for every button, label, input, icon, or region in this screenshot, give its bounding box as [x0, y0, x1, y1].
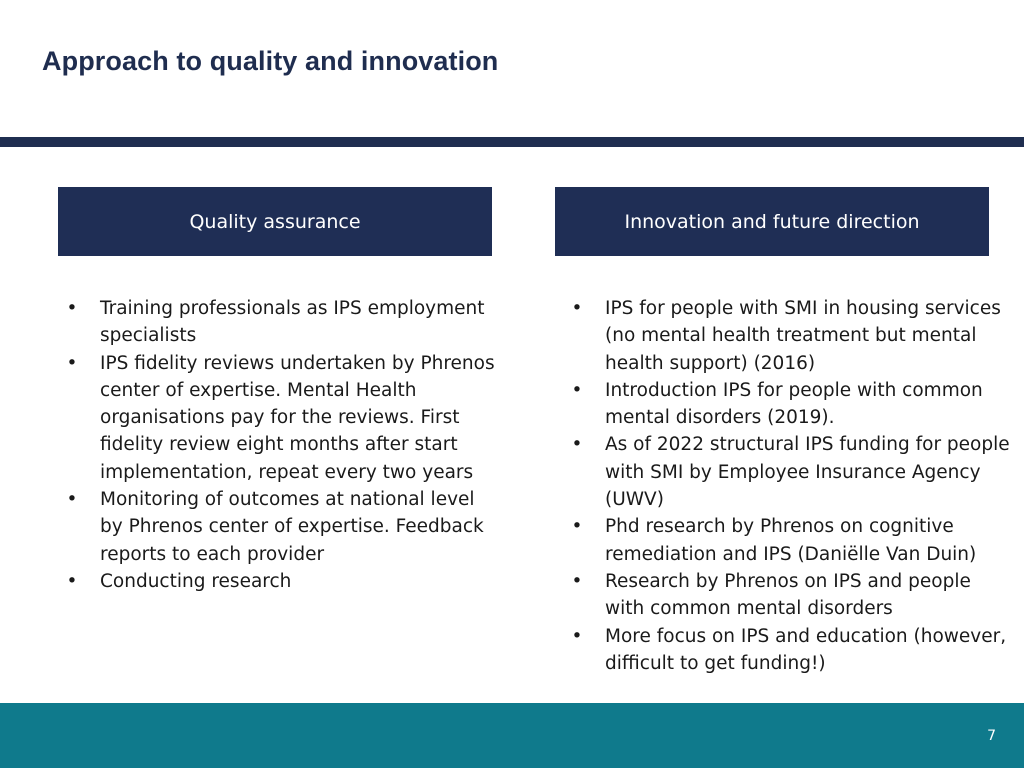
list-item: [66, 568, 498, 595]
page-number: 7: [987, 728, 996, 744]
slide-title: Approach to quality and innovation: [42, 46, 499, 76]
list-item-text: Introduction IPS for people with common mental disorders (2019).: [605, 379, 983, 429]
bullet-icon: •: [66, 298, 78, 319]
bullet-icon: •: [571, 298, 583, 319]
list-item: [571, 513, 1011, 568]
bullet-icon: •: [571, 570, 583, 592]
bullet-icon: •: [571, 434, 583, 456]
list-item: [571, 377, 1011, 432]
list-item: [571, 431, 1011, 513]
bullet-icon: •: [571, 379, 583, 401]
list-item-text: Conducting research: [100, 570, 292, 592]
list-item: [571, 568, 1011, 623]
quality-assurance-header-label: Quality assurance: [189, 210, 361, 233]
list-item-text: IPS fidelity reviews undertaken by Phrenos center of expertise. Mental Health organisations pay for the reviews. First fidelity review eight months after start implementation, repeat every two years: [100, 352, 495, 483]
list-item-text: As of 2022 structural IPS funding for people with SMI by Employee Insurance Agency (UWV): [605, 434, 1010, 511]
list-item: [66, 295, 498, 350]
list-item: [66, 486, 498, 568]
list-item-text: Training professionals as IPS employment specialists: [100, 298, 485, 347]
innovation-header: [555, 187, 989, 256]
list-item-text: Research by Phrenos on IPS and people with common mental disorders: [605, 570, 971, 620]
list-item-text: Phd research by Phrenos on cognitive remediation and IPS (Daniëlle Van Duin): [605, 516, 977, 565]
innovation-list: [571, 295, 1011, 677]
list-item-text: More focus on IPS and education (however, difficult to get funding!): [605, 625, 1007, 674]
bullet-icon: •: [571, 625, 583, 647]
bullet-icon: •: [66, 489, 78, 511]
list-item: [571, 623, 1011, 678]
quality-assurance-header: [58, 187, 492, 256]
footer-band: [0, 703, 1024, 768]
list-item: [66, 350, 498, 486]
list-item-text: IPS for people with SMI in housing services (no mental health treatment but mental health support) (2016): [605, 298, 1001, 374]
bullet-icon: •: [66, 570, 78, 592]
list-item: [571, 295, 1011, 377]
list-item-text: Monitoring of outcomes at national level by Phrenos center of expertise. Feedback reports to each provider: [100, 489, 484, 565]
innovation-header-label: Innovation and future direction: [624, 210, 920, 233]
quality-assurance-list: [66, 295, 498, 595]
bullet-icon: •: [571, 516, 583, 538]
title-divider: [0, 137, 1024, 147]
bullet-icon: •: [66, 352, 78, 374]
